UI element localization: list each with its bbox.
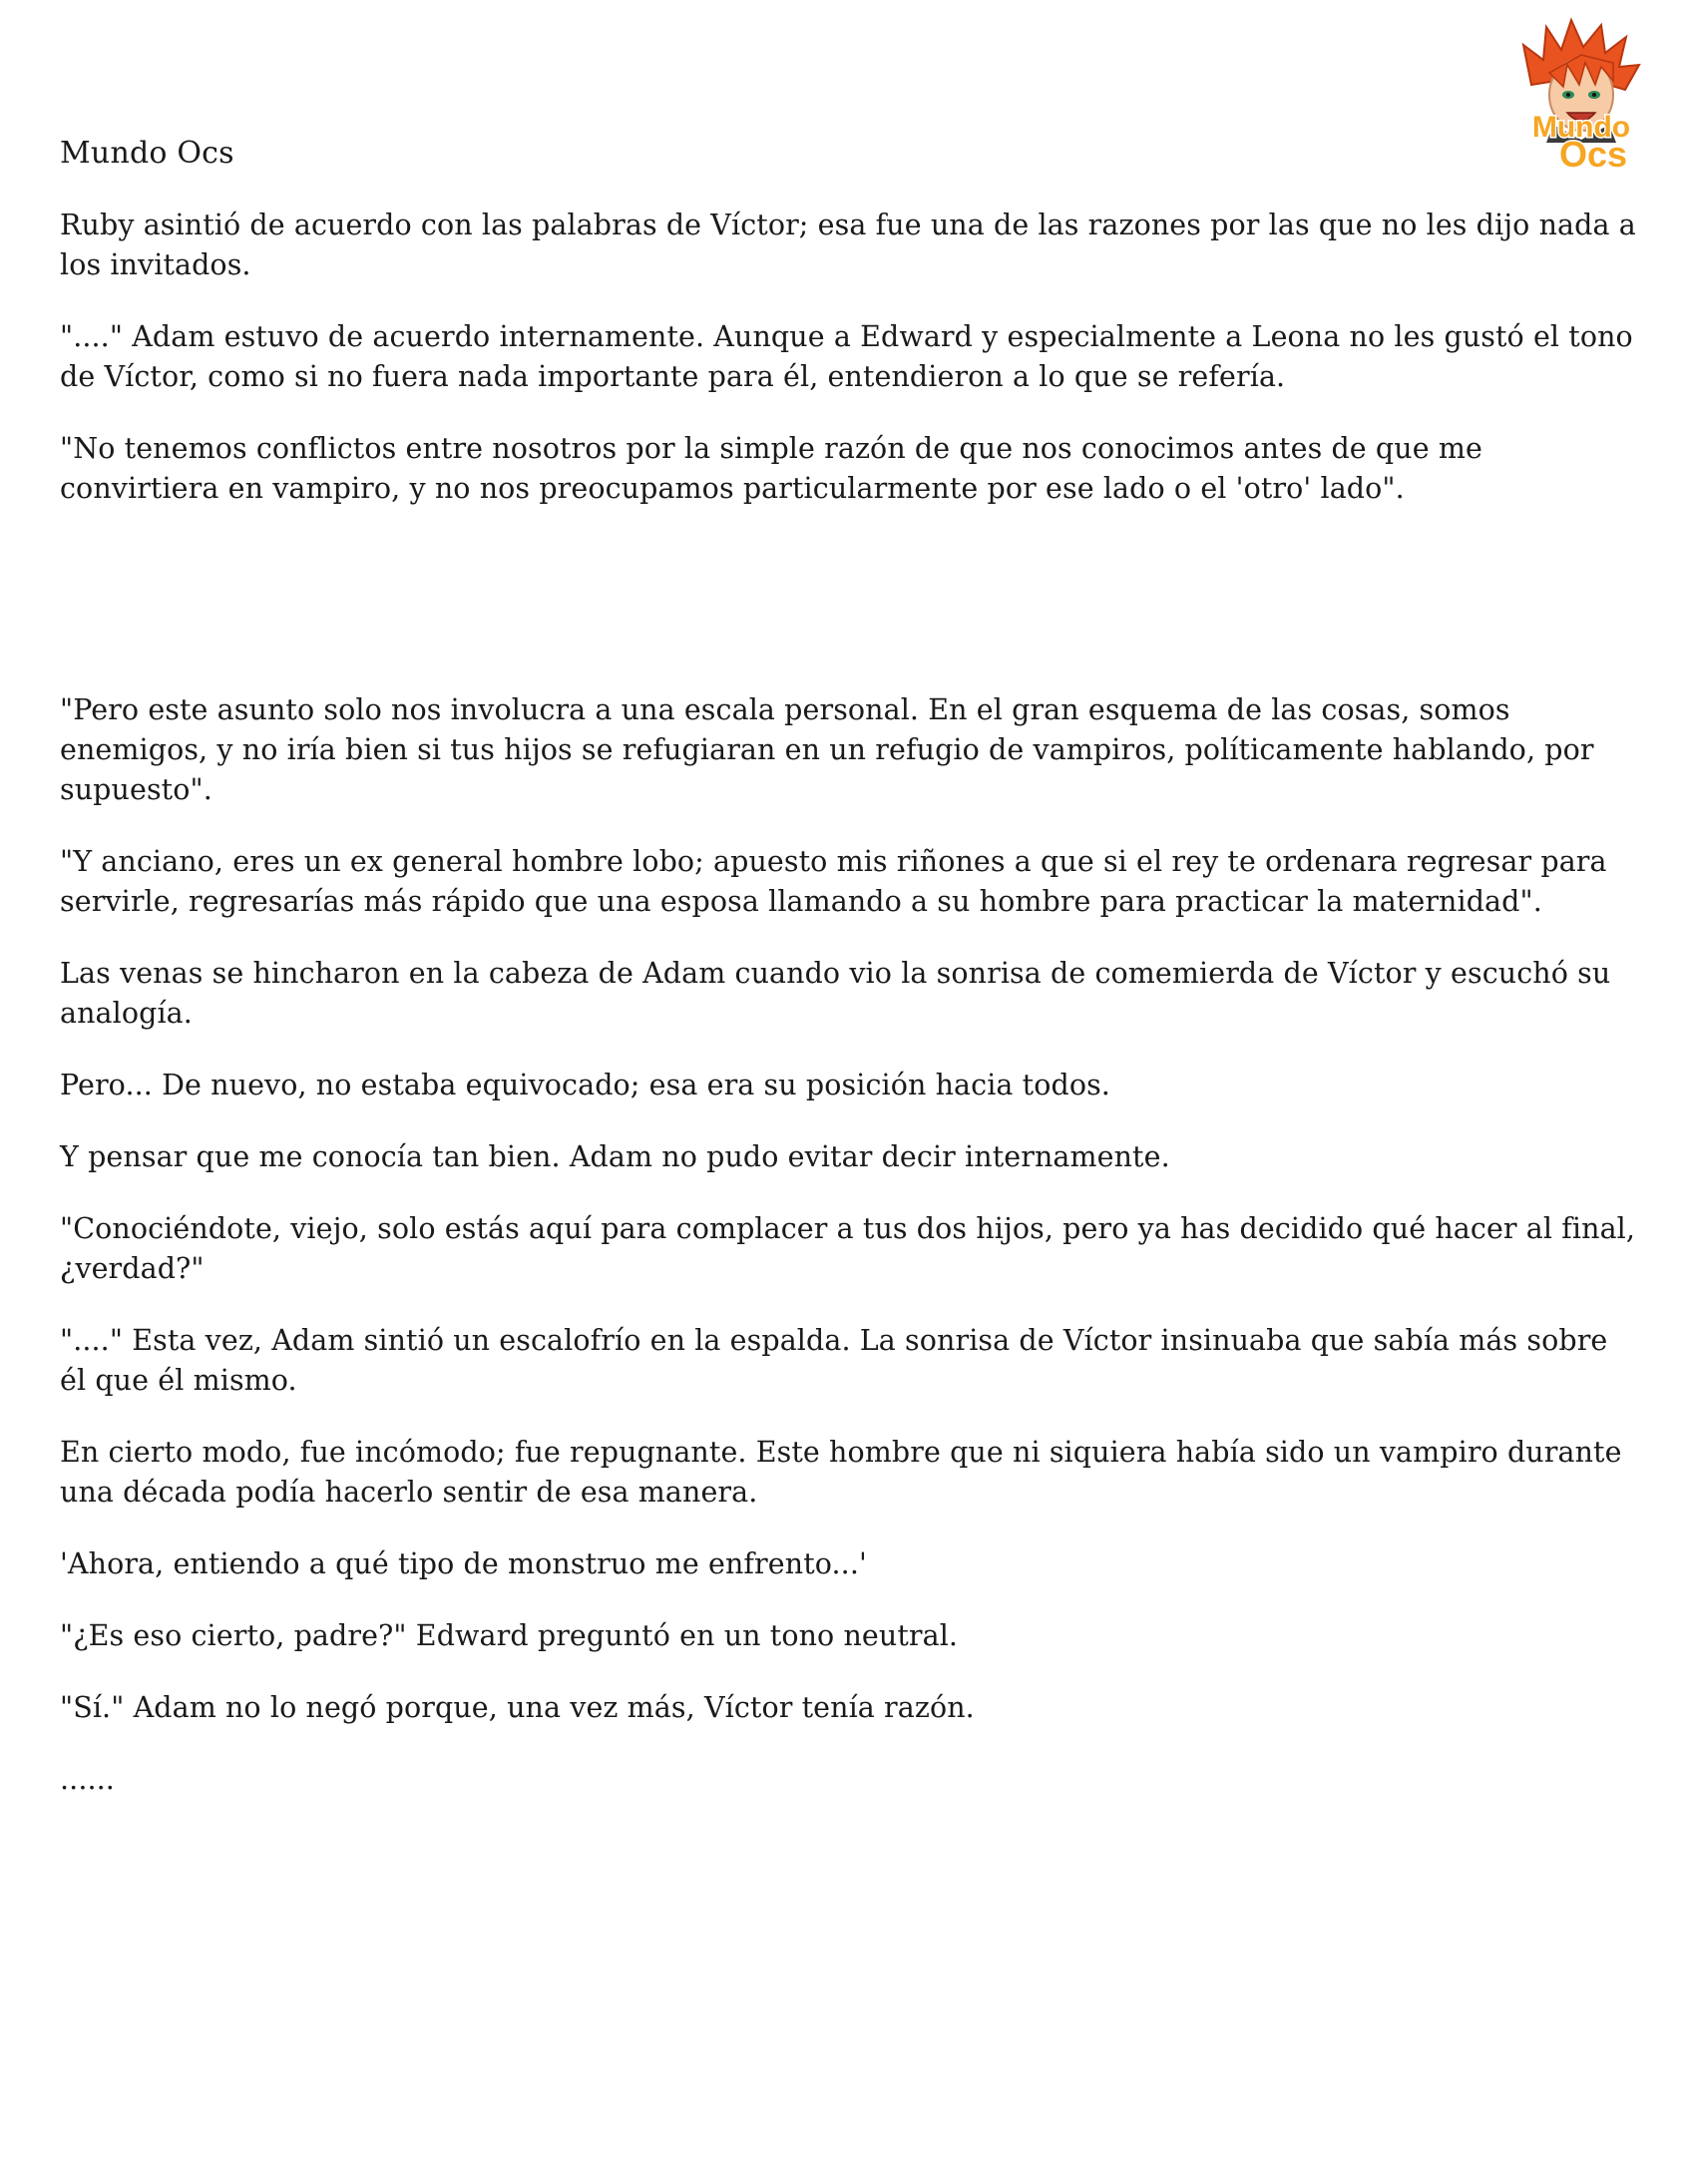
paragraph: "...." Esta vez, Adam sintió un escalofrío en la espalda. La sonrisa de Víctor insinuaba que sabía más sobre él que él mismo. [60, 1324, 1608, 1397]
logo-text-mundo: Mundo [1531, 111, 1631, 144]
page-header: Mundo Ocs [60, 136, 234, 171]
logo-text-ocs: Ocs [1558, 134, 1628, 175]
text-section-2 [60, 690, 1641, 1832]
paragraph: Las venas se hincharon en la cabeza de Adam cuando vio la sonrisa de comemierda de Víctor y escuchó su analogía. [60, 957, 1611, 1030]
paragraph: En cierto modo, fue incómodo; fue repugnante. Este hombre que ni siquiera había sido un vampiro durante una década podía hacerlo sentir de esa manera. [60, 1436, 1622, 1509]
paragraph: "Sí." Adam no lo negó porque, una vez más, Víctor tenía razón. [60, 1691, 975, 1724]
text-section-1 [60, 206, 1641, 541]
paragraph: "...." Adam estuvo de acuerdo internamente. Aunque a Edward y especialmente a Leona no les gustó el tono de Víctor, como si no fuera nada importante para él, entendieron a lo que se refería. [60, 320, 1633, 393]
paragraph: "Pero este asunto solo nos involucra a una escala personal. En el gran esquema de las cosas, somos enemigos, y no iría bien si tus hijos se refugiaran en un refugio de vampiros, políticamente hablando, por supuesto". [60, 693, 1594, 806]
paragraph: Y pensar que me conocía tan bien. Adam no pudo evitar decir internamente. [60, 1140, 1170, 1173]
mundo-ocs-logo [1501, 15, 1661, 175]
paragraph: 'Ahora, entiendo a qué tipo de monstruo me enfrento...' [60, 1547, 867, 1580]
paragraph: "Conociéndote, viejo, solo estás aquí para complacer a tus dos hijos, pero ya has decidido qué hacer al final, ¿verdad?" [60, 1212, 1636, 1285]
logo-illustration [1501, 15, 1661, 175]
paragraph: Pero... De nuevo, no estaba equivocado; esa era su posición hacia todos. [60, 1069, 1110, 1101]
paragraph: "¿Es eso cierto, padre?" Edward preguntó en un tono neutral. [60, 1619, 959, 1652]
paragraph: ...... [60, 1763, 115, 1796]
paragraph: "No tenemos conflictos entre nosotros por la simple razón de que nos conocimos antes de que me convirtiera en vampiro, y no nos preocupamos particularmente por ese lado o el 'otro' lado". [60, 432, 1482, 505]
paragraph: Ruby asintió de acuerdo con las palabras de Víctor; esa fue una de las razones por las que no les dijo nada a los invitados. [60, 209, 1636, 281]
paragraph: "Y anciano, eres un ex general hombre lobo; apuesto mis riñones a que si el rey te ordenara regresar para servirle, regresarías más rápido que una esposa llamando a su hombre para practicar la maternidad". [60, 845, 1607, 918]
